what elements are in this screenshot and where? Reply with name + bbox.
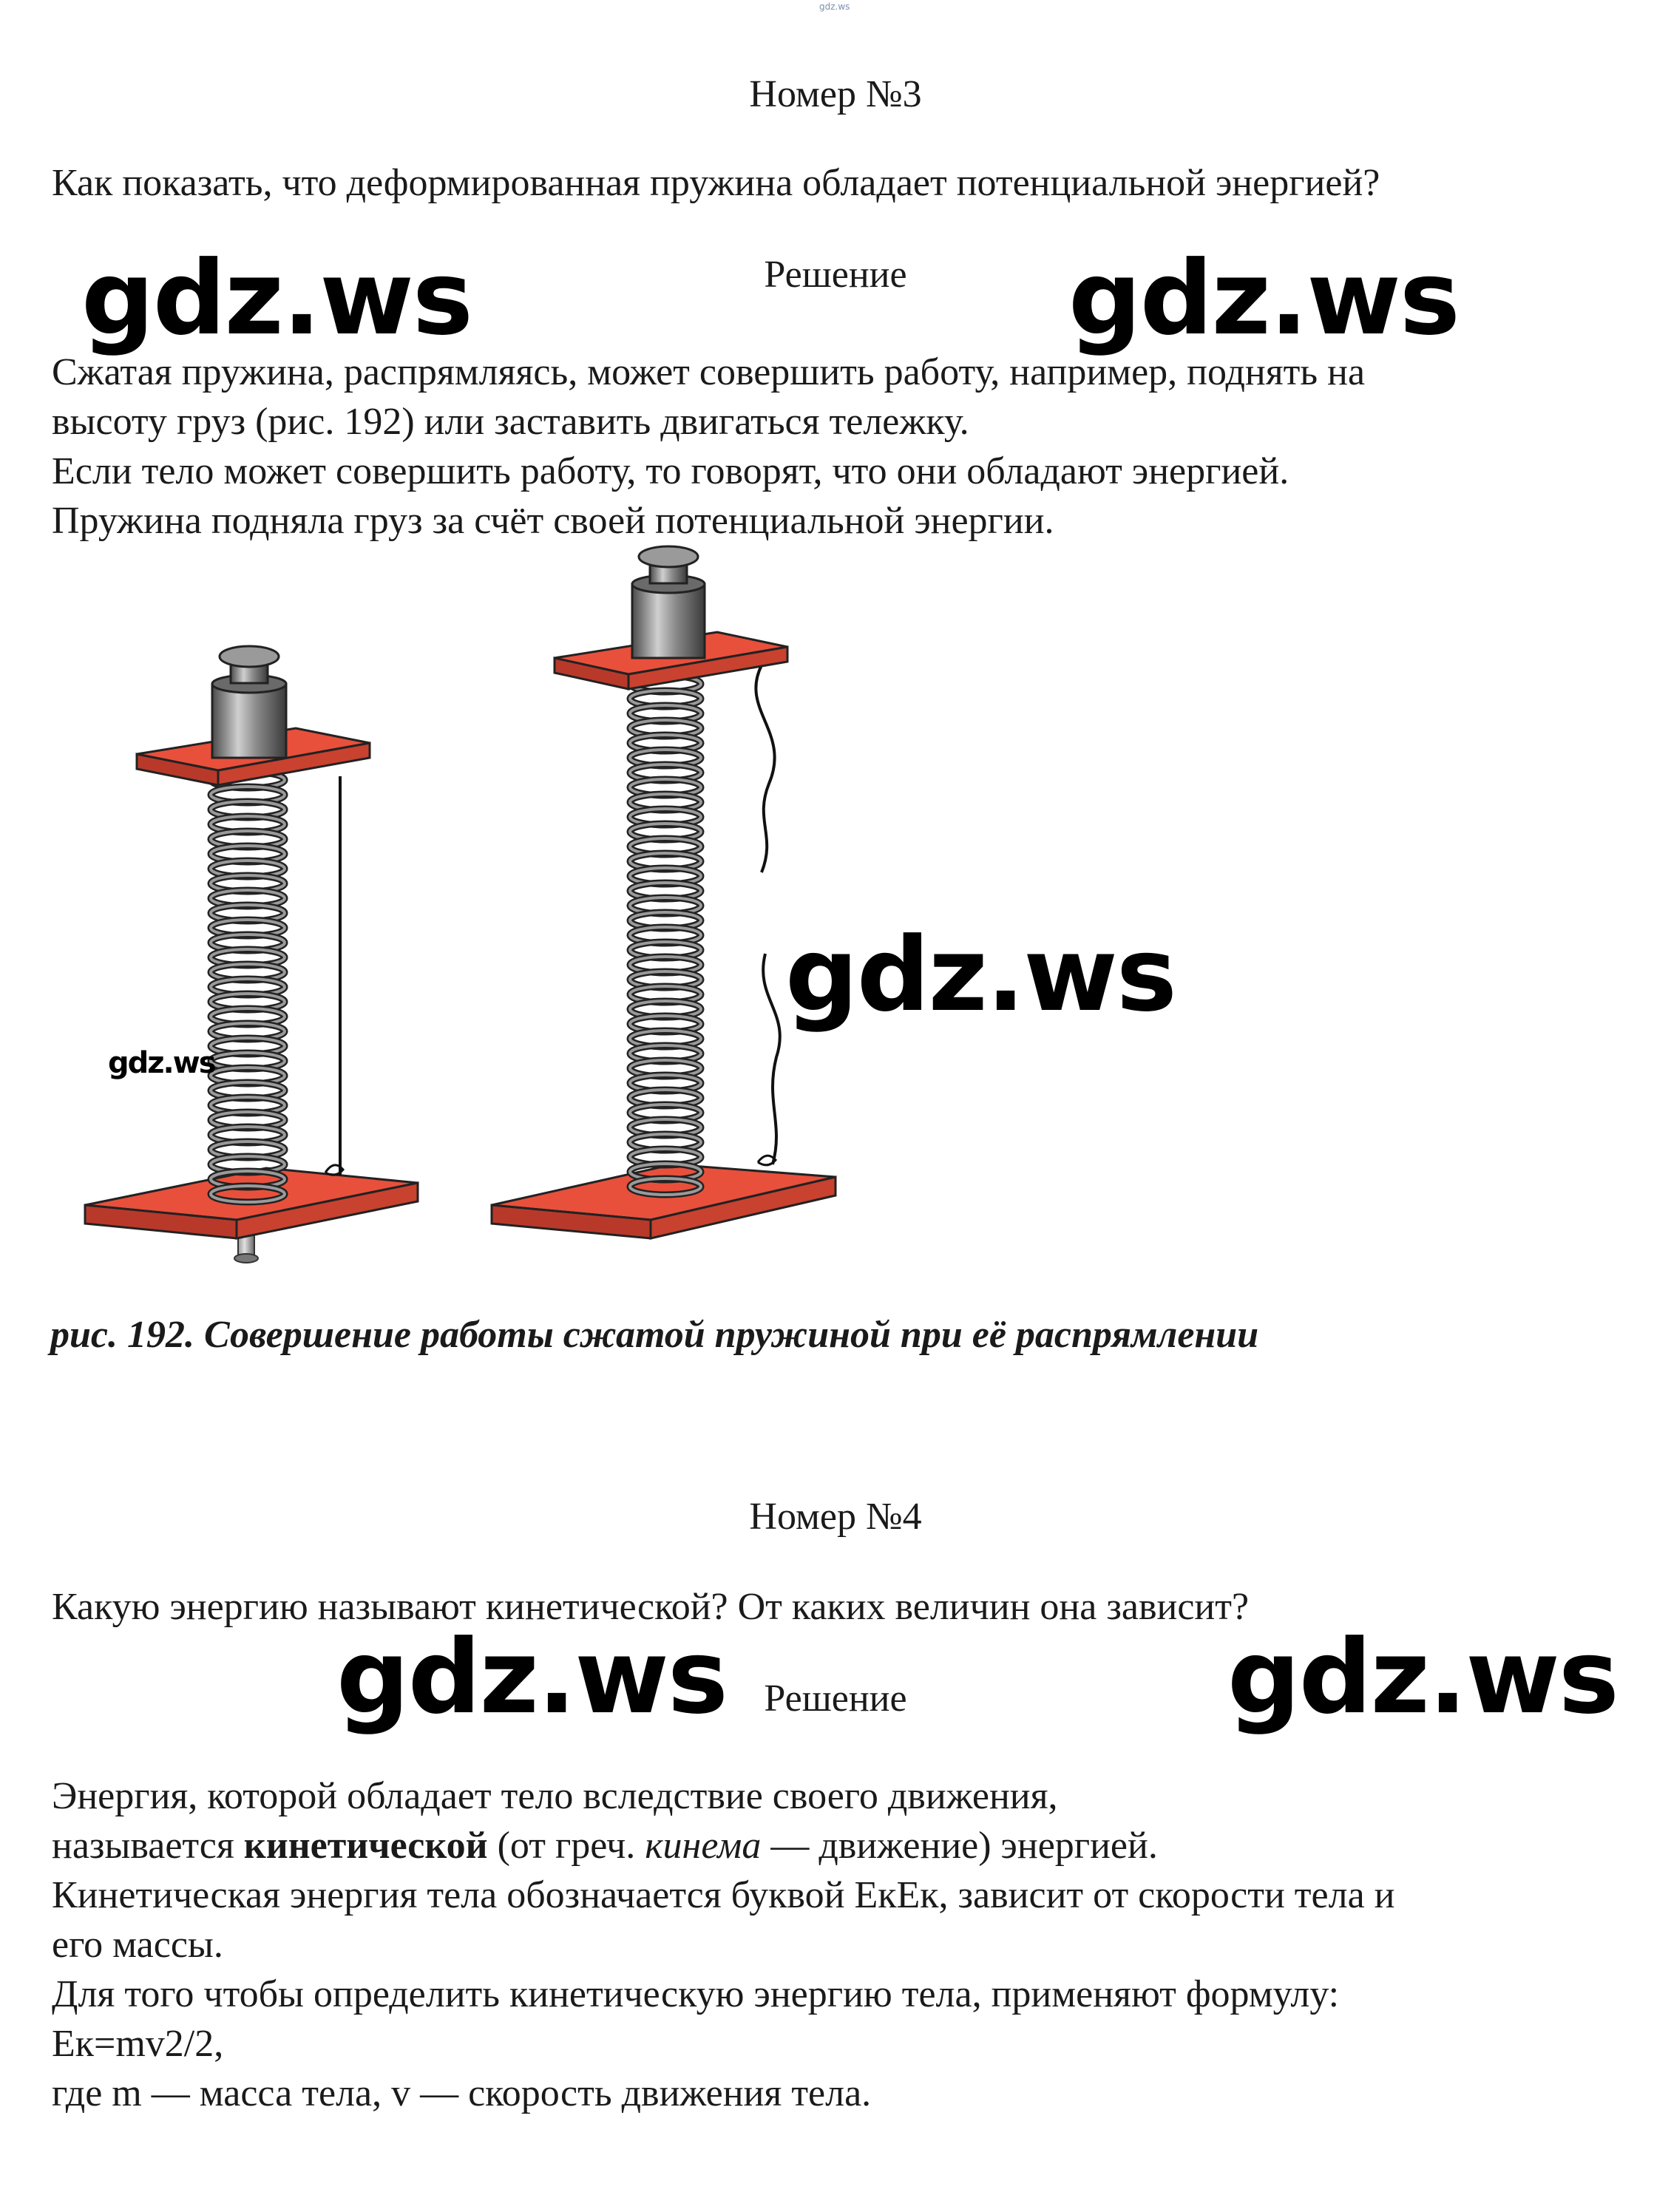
- compressed-spring-apparatus: [85, 646, 418, 1263]
- spring-figure: [44, 540, 858, 1316]
- watermark-gdz: gdz.ws: [1068, 239, 1459, 358]
- string: [756, 665, 779, 1164]
- italic-term: кинема: [645, 1825, 762, 1867]
- watermark-gdz: gdz.ws: [785, 915, 1176, 1034]
- answer-line: Если тело может совершить работу, то говорят, что они обладают энергией.: [52, 450, 1289, 492]
- answer-line: Пружина подняла груз за счёт своей потенциальной энергии.: [52, 500, 1054, 542]
- text: — движение) энергией.: [761, 1825, 1158, 1867]
- answer-line: высоту груз (рис. 192) или заставить двигаться тележку.: [52, 401, 969, 443]
- spring-coils: [211, 772, 285, 1202]
- watermark-gdz: gdz.ws: [81, 239, 472, 358]
- top-watermark: gdz.ws: [819, 1, 850, 12]
- task4-answer: [52, 1771, 1634, 2118]
- weight: [212, 646, 286, 758]
- task4-question-text: Какую энергию называют кинетической? От каких величин она зависит?: [52, 1586, 1250, 1628]
- weight: [632, 546, 705, 658]
- text: (от греч.: [487, 1825, 645, 1867]
- answer-line: Энергия, которой обладает тело вследствие своего движения,: [52, 1775, 1058, 1817]
- watermark-gdz: gdz.ws: [1227, 1618, 1618, 1737]
- task4-solution-label: Решение: [764, 1677, 907, 1720]
- extended-spring-apparatus: [492, 546, 836, 1238]
- task3-question: [52, 158, 1634, 208]
- spring-coils: [630, 676, 701, 1195]
- task3-question-text: Как показать, что деформированная пружина обладает потенциальной энергией?: [52, 162, 1380, 204]
- task3-heading: Номер №3: [749, 73, 922, 115]
- bold-term: кинетической: [243, 1825, 488, 1867]
- answer-line: [52, 1821, 1634, 1870]
- answer-line: где m — масса тела, v — скорость движения тела.: [52, 2072, 872, 2114]
- answer-line: Для того чтобы определить кинетическую энергию тела, применяют формулу:: [52, 1973, 1340, 2015]
- task3-solution-label: Решение: [764, 254, 907, 296]
- figure-caption: рис. 192. Совершение работы сжатой пружиной при её распрямлении: [50, 1314, 1259, 1356]
- task3-answer: [52, 347, 1634, 546]
- watermark-gdz: gdz.ws: [336, 1618, 727, 1737]
- answer-line: Ек=mv2/2,: [52, 2023, 224, 2065]
- answer-line: Сжатая пружина, распрямляясь, может совершить работу, например, поднять на: [52, 351, 1366, 393]
- task4-heading: Номер №4: [749, 1496, 922, 1538]
- answer-line: его массы.: [52, 1924, 223, 1966]
- answer-line: Кинетическая энергия тела обозначается буквой ЕкЕк, зависит от скорости тела и: [52, 1874, 1395, 1916]
- watermark-gdz: gdz.ws: [108, 1046, 215, 1080]
- text: называется: [52, 1825, 244, 1867]
